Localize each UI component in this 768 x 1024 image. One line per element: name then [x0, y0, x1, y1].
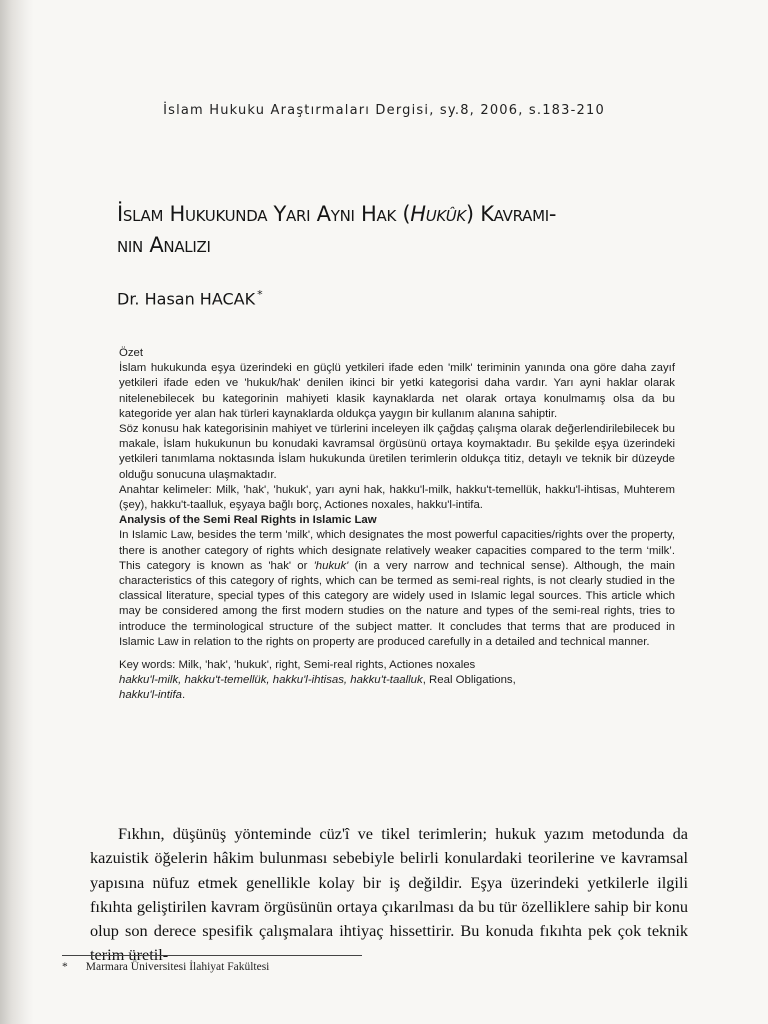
title-italic-term: Hukûk	[410, 202, 466, 226]
article-title	[117, 199, 707, 261]
title-line-2: nın Analizi	[117, 233, 211, 257]
keywords-en-text-a: Key words: Milk, 'hak', 'hukuk', right, Semi-real rights, Actiones noxales	[119, 659, 476, 672]
keywords-en-italic: hakku'l-milk, hakku't-temellük, hakku'l-ihtisas, hakku't-taalluk	[119, 674, 423, 687]
abstract-en-paragraph	[119, 528, 675, 650]
author-name	[117, 288, 263, 308]
footnote-text: Marmara Üniversitesi İlahiyat Fakültesi	[85, 961, 270, 973]
journal-header: İslam Hukuku Araştırmaları Dergisi, sy.8, 2006, s.183-210	[163, 103, 605, 118]
footnote-mark: *	[62, 961, 68, 973]
keywords-en-text-b: , Real Obligations,	[422, 674, 516, 687]
abstract-tr-heading: Özet	[119, 347, 144, 359]
footnote-divider	[62, 955, 362, 956]
keywords-en-italic-2: hakku'l-intifa	[119, 689, 182, 702]
abstract-tr-paragraph-1: İslam hukukunda eşya üzerindeki en güçlü yetkileri ifade eden 'milk' teriminin yanında ona göre daha zayıf yetkileri ifade eden ve 'hukuk/hak' denilen ikinci bir yetki kategorisi daha vardır. Yarı ayni haklar olarak nitelenebilecek bu kategorinin mahiyeti klasik kaynaklarda net olarak ortaya konulmamış olsa da bu kategoride yer alan hak türleri kaynaklarda oldukça yaygın bir kullanım alanına sahiptir.	[119, 362, 675, 420]
keywords-en-text-c: .	[181, 689, 186, 702]
abstract-en-heading: Analysis of the Semi Real Rights in Islamic Law	[119, 514, 377, 527]
abstract-tr-keywords: Anahtar kelimeler: Milk, 'hak', 'hukuk', yarı ayni hak, hakku'l-milk, hakku't-temellük, hakku'l-ihtisas, Muhterem (şey), hakku't-taalluk, eşyaya bağlı borç, Actiones noxales, hakku'l-intifa.	[119, 483, 675, 512]
footnote	[62, 961, 269, 973]
abstract-en-text-b: (in a very narrow and technical sense). Although, the main characteristics of this category of rights, which can be termed as semi-real rights, is not clearly studied in the classical literature, special types of this category are widely used in Islamic legal sources. This article which may be considered among the first modern studies on the nature and types of the semi-real rights, tries to introduce the terminological structure of the subject matter. It concludes that terms that are produced in Islamic Law in relation to the rights on property are produced carefully in a detailed and technical manner.	[119, 559, 675, 648]
abstract-en-keywords	[119, 658, 675, 704]
title-part-1: İslam Hukukunda Yarı Ayni Hak (	[117, 202, 411, 226]
abstract-en-text-a: In Islamic Law, besides the term 'milk', which designates the most powerful capacities/rights over the property, there is another category of rights which designate relatively weaker capacities compared to the term ‘milk’. This category is known as 'hak' or	[119, 529, 675, 572]
abstract-en-italic: 'hukuk'	[313, 559, 349, 572]
body-paragraph-1: Fıkhın, düşünüş yönteminde cüz'î ve tikel terimlerin; hukuk yazım metodunda da kazuistik öğelerin hâkim bulunması sebebiyle belirli konulardaki teorilerine ve kavramsal yapısına nüfuz etmek genellikle kolay bir iş değildir. Eşya üzerindeki yetkilerle ilgili fıkıhta geliştirilen kavram örgüsünün ortaya çıkarılması da bu tür özelliklere sahip bir konu olup son derece spesifik çalışmalara ihtiyaç hissettirir. Bu konuda fıkıhta pek çok teknik terim üretil-	[90, 824, 688, 965]
scan-shadow-edge	[0, 0, 34, 1024]
author-footnote-mark: *	[257, 288, 263, 301]
abstract-tr-paragraph-2: Söz konusu hak kategorisinin mahiyet ve türlerini inceleyen ilk çağdaş çalışma olarak değerlendirilebilecek bu makale, İslam hukukunun bu konudaki kavramsal örgüsünü ortaya koymaktadır. Bu şekilde eşya üzerindeki yetkileri tanımlama noktasında İslam hukukunda üretilen terimlerin oldukça titiz, detaylı ve teknik bir düzeyde olduğu sonucuna ulaşmaktadır.	[119, 423, 675, 481]
title-part-2: ) Kavramı-	[465, 202, 557, 226]
body-text	[90, 822, 688, 968]
author-text: Dr. Hasan HACAK	[117, 289, 256, 309]
abstract-block	[119, 346, 675, 704]
